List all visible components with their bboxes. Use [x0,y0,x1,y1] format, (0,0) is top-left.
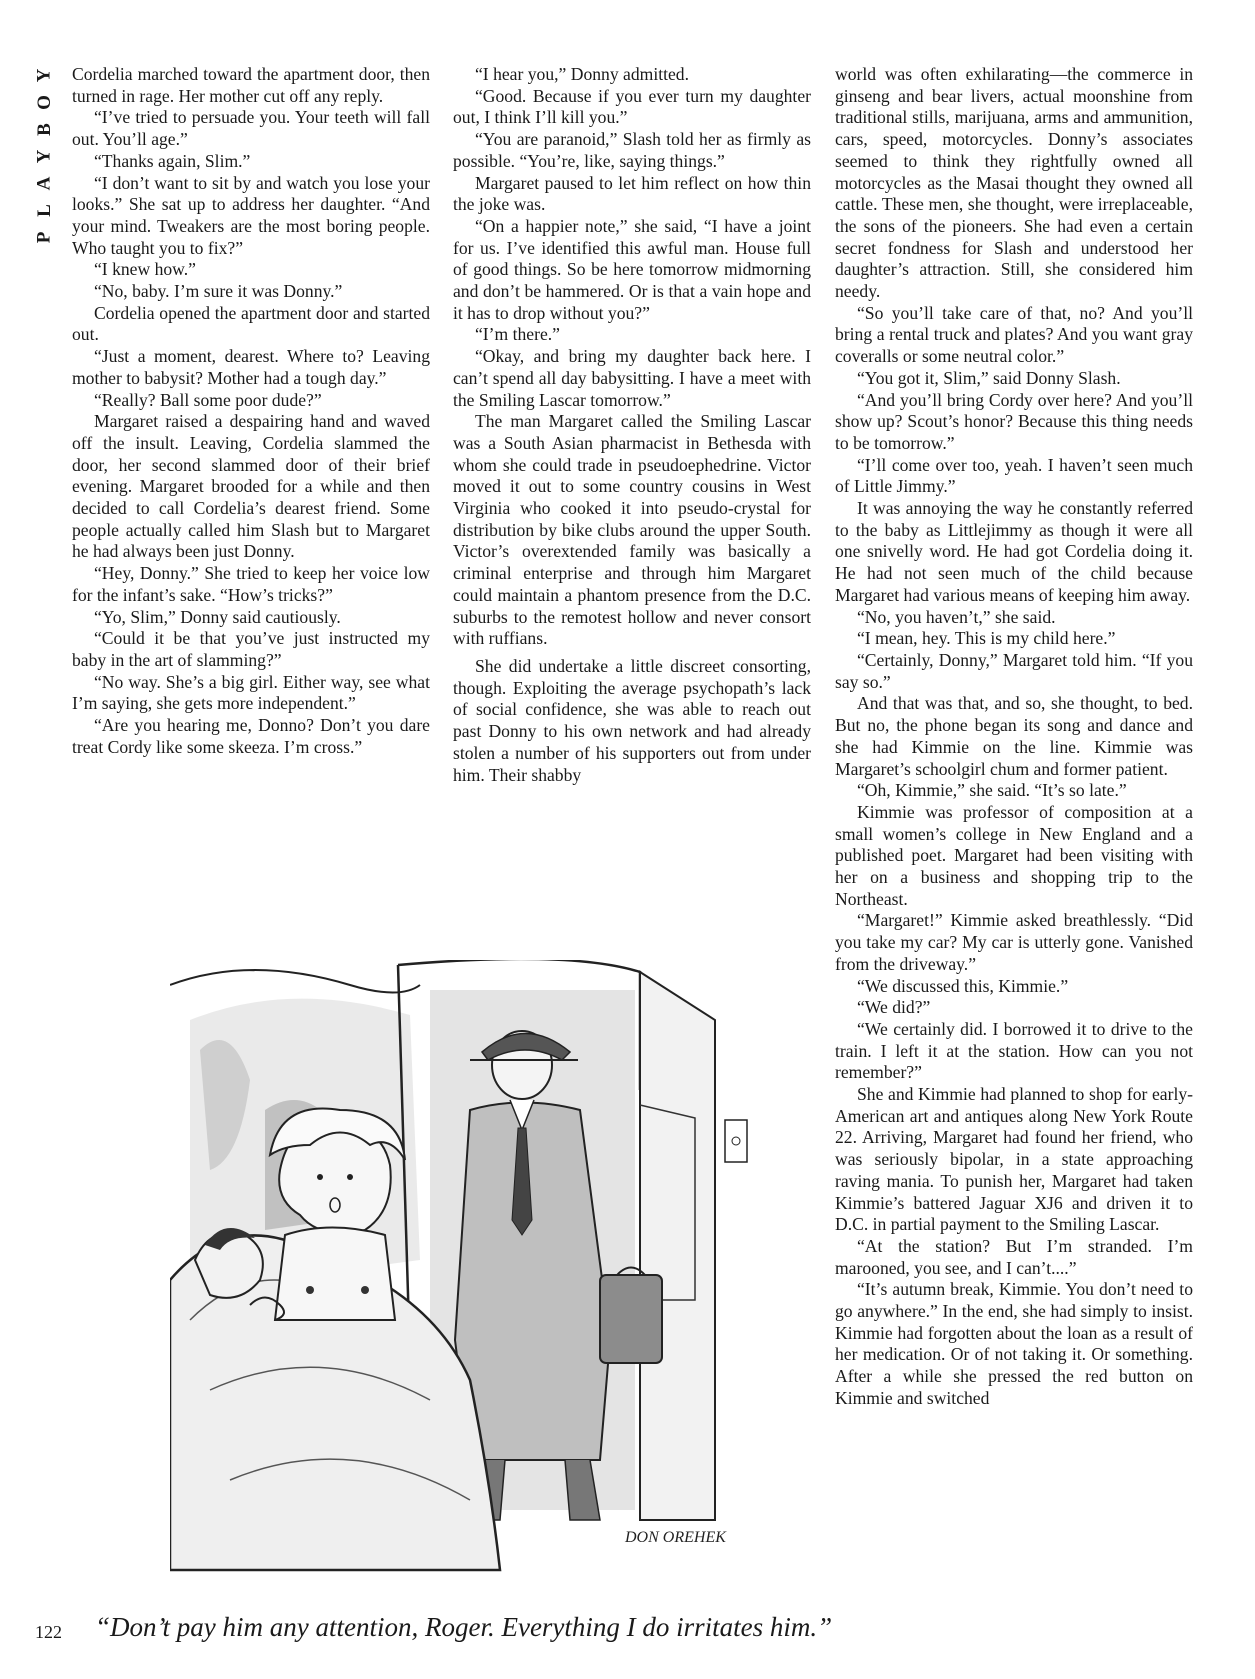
paragraph: “And you’ll bring Cordy over here? And you’ll show up? Scout’s honor? Because this thing needs to be tomorrow.” [835,389,1193,453]
paragraph: “Are you hearing me, Donno? Don’t you dare treat Cordy like some skeeza. I’m cross.” [72,715,430,757]
column-1 [72,64,430,759]
masthead [32,62,56,251]
paragraph: “Okay, and bring my daughter back here. I can’t spend all day babysitting. I have a meet with the Smiling Lascar tomorrow.” [453,346,811,410]
paragraph: “Could it be that you’ve just instructed my baby in the art of slamming?” [72,628,430,670]
paragraph: “We certainly did. I borrowed it to drive to the train. I left it at the station. How can you not remember?” [835,1018,1193,1083]
paragraph: Cordelia opened the apartment door and started out. [72,302,430,345]
cartoon-illustration [170,960,810,1575]
paragraph: Margaret raised a despairing hand and waved off the insult. Leaving, Cordelia slammed the door, her second slammed door of their brief evening. Margaret brooded for a while and then decided to call Cordelia’s dearest friend. Some people actually called him Slash but to Margaret he had always been just Donny. [72,411,430,562]
paragraph: “Really? Ball some poor dude?” [94,389,322,410]
paragraph: It was annoying the way he constantly referred to the baby as Littlejimmy as though it were all one snivelly word. He had got Cordelia doing it. He had not seen much of the child because Margaret had various means of keeping him away. [835,498,1193,605]
paragraph: “Hey, Donny.” She tried to keep her voice low for the infant’s sake. “How’s tricks?” [72,563,430,605]
masthead-letter: A [33,176,55,191]
paragraph: “You got it, Slim,” said Donny Slash. [857,367,1121,388]
paragraph: “I’ll come over too, yeah. I haven’t seen much of Little Jimmy.” [835,454,1193,497]
masthead-letter: B [33,123,55,136]
paragraph: “It’s autumn break, Kimmie. You don’t need to go anywhere.” In the end, she had simply to insist. Kimmie had forgotten about the loan as a result of her medication. Or of not taking it. Or something. After a while she pressed the red button on Kimmie and switched [835,1279,1193,1408]
page-number: 122 [35,1622,62,1642]
paragraph: “Just a moment, dearest. Where to? Leaving mother to babysit? Mother had a tough day.” [72,346,430,388]
paragraph: “Yo, Slim,” Donny said cautiously. [94,606,341,627]
paragraph: “So you’ll take care of that, no? And you’ll bring a rental truck and plates? And you want gray coveralls or some neutral color.” [835,302,1193,367]
paragraph: “I hear you,” Donny admitted. [475,64,689,84]
paragraph: “I knew how.” [94,259,196,280]
masthead-letter: P [33,231,55,244]
cartoon-signature: DON OREHEK [625,1529,726,1546]
paragraph: She did undertake a little discreet consorting, though. Exploiting the average psychopath’s lack of social confidence, she was able to reach out past Donny to his own network and had already stolen a number of his supporters out from under him. Their shabby [453,655,811,785]
masthead-letter: Y [33,68,55,83]
masthead-letter: Y [33,149,55,164]
paragraph: “No way. She’s a big girl. Either way, see what I’m saying, she gets more independent.” [72,671,430,714]
masthead-letter: L [33,204,55,217]
paragraph: Cordelia marched toward the apartment door, then turned in rage. Her mother cut off any reply. [72,64,430,106]
paragraph: “We did?” [857,997,931,1018]
paragraph: “No, you haven’t,” she said. [857,606,1056,627]
paragraph: “I’m there.” [475,324,560,345]
paragraph: “On a happier note,” she said, “I have a joint for us. I’ve identified this awful man. House full of good things. So be here tomorrow midmorning and don’t be hammered. Or is that a vain hope and it has to drop without you?” [453,215,811,323]
paragraph: “Oh, Kimmie,” she said. “It’s so late.” [857,780,1127,801]
paragraph: “Good. Because if you ever turn my daughter out, I think I’ll kill you.” [453,85,811,128]
paragraph: Kimmie was professor of composition at a small women’s college in New England and a published poet. Margaret had been visiting with her on a business and shopping trip to the Northeast. [835,801,1193,909]
paragraph: “No, baby. I’m sure it was Donny.” [94,281,343,302]
paragraph: Margaret paused to let him reflect on how thin the joke was. [453,172,811,215]
masthead-letter: O [33,95,55,110]
paragraph: world was often exhilarating—the commerce in ginseng and bear livers, actual moonshine from traditional stills, marijuana, arms and ammunition, cars, speed, motorcycles. Donny’s associates seemed to think they rightfully owned all motorcycles as the Masai thought they owned all cattle. These men, she thought, were irreplaceable, the sons of the pioneers. She had even a certain secret fondness for Slash and understood her daughter’s attraction. Still, she considered him needy. [835,64,1193,302]
paragraph: “At the station? But I’m stranded. I’m marooned, you see, and I can’t....” [835,1235,1193,1278]
paragraph: The man Margaret called the Smiling Lascar was a South Asian pharmacist in Bethesda with whom she could trade in pseudoephedrine. Victor moved it out to some country cousins in West Virginia who cooked it into pseudo-crystal for distribution by bike clubs around the upper South. Victor’s overextended family was basically a criminal enterprise and through him Margaret could maintain a phantom presence from the D.C. suburbs to the remotest hollow and never consort with ruffians. [453,411,811,649]
paragraph: And that was that, and so, she thought, to bed. But no, the phone began its song and dance and she had Kimmie on the line. Kimmie was Margaret’s schoolgirl chum and former patient. [835,693,1193,779]
paragraph: “I mean, hey. This is my child here.” [857,628,1116,649]
cartoon-caption: “Don’t pay him any attention, Roger. Everything I do irritates him.” [95,1612,833,1642]
column-3 [835,64,1193,1410]
paragraph: “I don’t want to sit by and watch you lose your looks.” She sat up to address her daughter. “And your mind. Tweakers are the most boring people. Who taught you to fix?” [72,172,430,258]
paragraph: “You are paranoid,” Slash told her as firmly as possible. “You’re, like, saying things.” [453,129,811,171]
paragraph: “Thanks again, Slim.” [94,150,251,171]
paragraph: “Certainly, Donny,” Margaret told him. “If you say so.” [835,649,1193,692]
paragraph: “Margaret!” Kimmie asked breathlessly. “Did you take my car? My car is utterly gone. Vanished from the driveway.” [835,910,1193,974]
paragraph: “I’ve tried to persuade you. Your teeth will fall out. You’ll age.” [72,107,430,150]
paragraph: “We discussed this, Kimmie.” [857,975,1069,996]
paragraph: She and Kimmie had planned to shop for early-American art and antiques along New York Route 22. Arriving, Margaret had found her friend, who was seriously bipolar, in a state approaching raving mania. To punish her, Margaret had taken Kimmie’s battered Jaguar XJ6 and driven it to D.C. in partial payment to the Smiling Lascar. [835,1084,1193,1235]
column-2 [453,64,811,786]
